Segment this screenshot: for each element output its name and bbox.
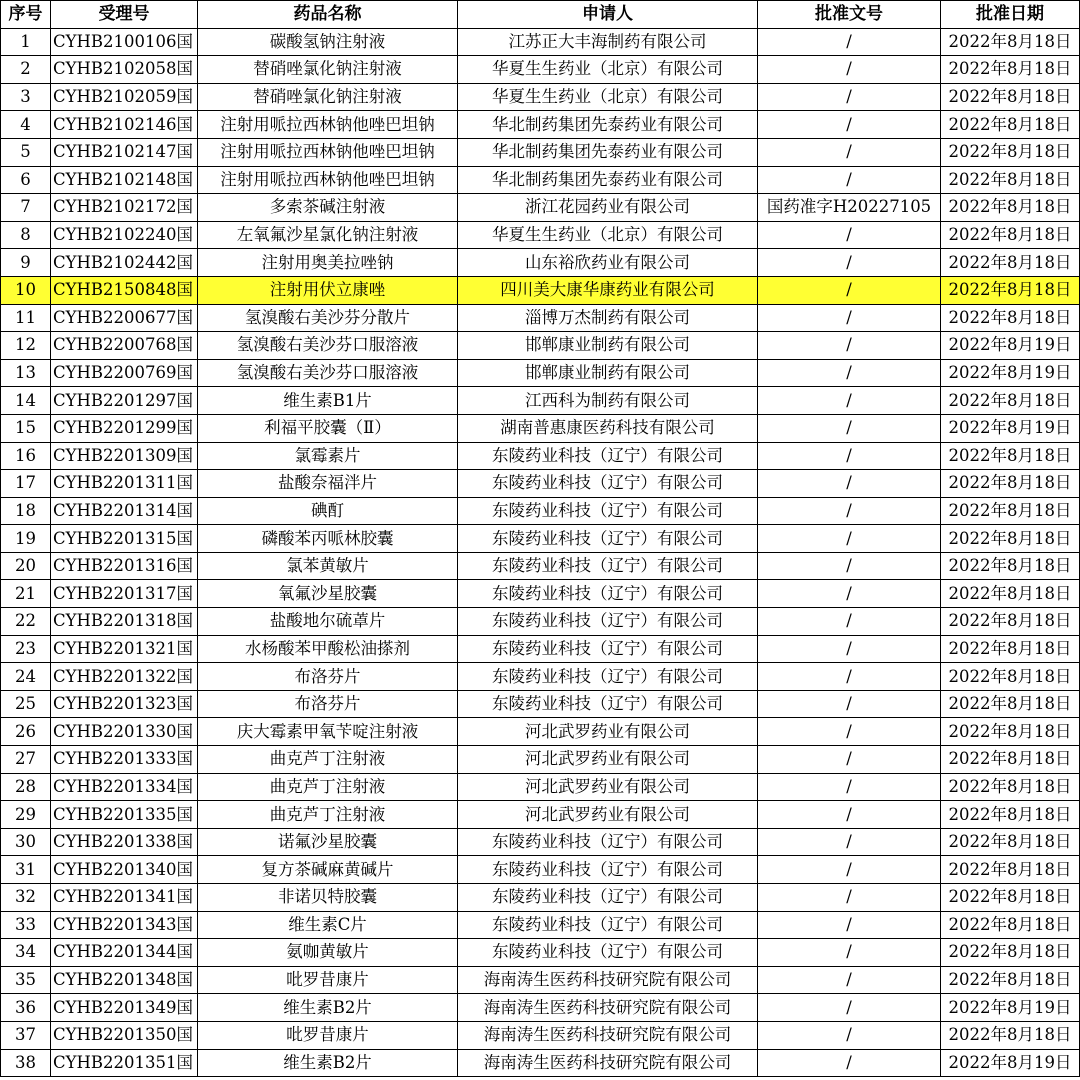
- cell-applicant: 山东裕欣药业有限公司: [458, 249, 758, 277]
- cell-approval-no: 国药准字H20227105: [758, 194, 941, 222]
- cell-drug-name: 曲克芦丁注射液: [198, 773, 458, 801]
- table-row: [1, 966, 1080, 994]
- cell-accept-no: CYHB2201299国: [51, 414, 198, 442]
- table-row: [1, 28, 1080, 56]
- cell-approval-no: /: [758, 746, 941, 774]
- cell-approval-date: 2022年8月19日: [941, 359, 1080, 387]
- cell-accept-no: CYHB2201311国: [51, 470, 198, 498]
- cell-approval-no: /: [758, 939, 941, 967]
- cell-applicant: 河北武罗药业有限公司: [458, 773, 758, 801]
- cell-seq: 9: [1, 249, 51, 277]
- cell-applicant: 东陵药业科技（辽宁）有限公司: [458, 635, 758, 663]
- cell-accept-no: CYHB2102059国: [51, 83, 198, 111]
- cell-seq: 21: [1, 580, 51, 608]
- cell-approval-date: 2022年8月18日: [941, 276, 1080, 304]
- cell-applicant: 湖南普惠康医药科技有限公司: [458, 414, 758, 442]
- header-approval-no: 批准文号: [758, 1, 941, 29]
- cell-applicant: 海南涛生医药科技研究院有限公司: [458, 966, 758, 994]
- cell-approval-no: /: [758, 580, 941, 608]
- cell-drug-name: 氯霉素片: [198, 442, 458, 470]
- cell-approval-date: 2022年8月18日: [941, 470, 1080, 498]
- cell-applicant: 浙江花园药业有限公司: [458, 194, 758, 222]
- cell-seq: 1: [1, 28, 51, 56]
- cell-applicant: 东陵药业科技（辽宁）有限公司: [458, 911, 758, 939]
- cell-applicant: 江西科为制药有限公司: [458, 387, 758, 415]
- cell-seq: 19: [1, 525, 51, 553]
- cell-approval-date: 2022年8月18日: [941, 387, 1080, 415]
- cell-accept-no: CYHB2200769国: [51, 359, 198, 387]
- cell-applicant: 东陵药业科技（辽宁）有限公司: [458, 470, 758, 498]
- table-row: [1, 911, 1080, 939]
- cell-approval-no: /: [758, 994, 941, 1022]
- cell-approval-date: 2022年8月18日: [941, 718, 1080, 746]
- cell-drug-name: 维生素B1片: [198, 387, 458, 415]
- cell-seq: 18: [1, 497, 51, 525]
- cell-accept-no: CYHB2201297国: [51, 387, 198, 415]
- cell-approval-no: /: [758, 359, 941, 387]
- cell-approval-no: /: [758, 276, 941, 304]
- cell-applicant: 江苏正大丰海制药有限公司: [458, 28, 758, 56]
- cell-accept-no: CYHB2201341国: [51, 884, 198, 912]
- cell-applicant: 东陵药业科技（辽宁）有限公司: [458, 939, 758, 967]
- cell-seq: 7: [1, 194, 51, 222]
- table-row: [1, 56, 1080, 84]
- cell-drug-name: 替硝唑氯化钠注射液: [198, 56, 458, 84]
- cell-approval-no: /: [758, 911, 941, 939]
- cell-applicant: 华夏生生药业（北京）有限公司: [458, 83, 758, 111]
- cell-seq: 13: [1, 359, 51, 387]
- cell-approval-date: 2022年8月18日: [941, 166, 1080, 194]
- cell-approval-date: 2022年8月18日: [941, 552, 1080, 580]
- table-row: [1, 249, 1080, 277]
- cell-approval-no: /: [758, 332, 941, 360]
- cell-accept-no: CYHB2102240国: [51, 221, 198, 249]
- table-row: [1, 884, 1080, 912]
- cell-approval-date: 2022年8月18日: [941, 442, 1080, 470]
- cell-seq: 37: [1, 1021, 51, 1049]
- table-row: [1, 442, 1080, 470]
- table-row: [1, 194, 1080, 222]
- cell-approval-date: 2022年8月18日: [941, 773, 1080, 801]
- table-row: [1, 470, 1080, 498]
- cell-drug-name: 注射用哌拉西林钠他唑巴坦钠: [198, 111, 458, 139]
- cell-seq: 30: [1, 828, 51, 856]
- cell-drug-name: 注射用哌拉西林钠他唑巴坦钠: [198, 166, 458, 194]
- cell-approval-no: /: [758, 773, 941, 801]
- cell-accept-no: CYHB2200677国: [51, 304, 198, 332]
- cell-drug-name: 吡罗昔康片: [198, 1021, 458, 1049]
- cell-drug-name: 磷酸苯丙哌林胶囊: [198, 525, 458, 553]
- cell-drug-name: 多索茶碱注射液: [198, 194, 458, 222]
- cell-seq: 20: [1, 552, 51, 580]
- cell-drug-name: 吡罗昔康片: [198, 966, 458, 994]
- header-seq: 序号: [1, 1, 51, 29]
- cell-accept-no: CYHB2100106国: [51, 28, 198, 56]
- cell-drug-name: 注射用奥美拉唑钠: [198, 249, 458, 277]
- cell-accept-no: CYHB2201338国: [51, 828, 198, 856]
- cell-drug-name: 诺氟沙星胶囊: [198, 828, 458, 856]
- cell-seq: 25: [1, 690, 51, 718]
- cell-drug-name: 氧氟沙星胶囊: [198, 580, 458, 608]
- cell-accept-no: CYHB2102058国: [51, 56, 198, 84]
- header-row: [1, 1, 1080, 29]
- table-row: [1, 580, 1080, 608]
- cell-seq: 35: [1, 966, 51, 994]
- cell-approval-date: 2022年8月19日: [941, 414, 1080, 442]
- cell-approval-no: /: [758, 166, 941, 194]
- cell-approval-no: /: [758, 442, 941, 470]
- table-row: [1, 332, 1080, 360]
- table-row-highlighted: [1, 276, 1080, 304]
- cell-accept-no: CYHB2201349国: [51, 994, 198, 1022]
- cell-accept-no: CYHB2102172国: [51, 194, 198, 222]
- cell-accept-no: CYHB2150848国: [51, 276, 198, 304]
- cell-approval-date: 2022年8月18日: [941, 1021, 1080, 1049]
- cell-accept-no: CYHB2201340国: [51, 856, 198, 884]
- cell-applicant: 河北武罗药业有限公司: [458, 801, 758, 829]
- cell-approval-no: /: [758, 221, 941, 249]
- cell-accept-no: CYHB2201318国: [51, 608, 198, 636]
- cell-approval-no: /: [758, 111, 941, 139]
- cell-accept-no: CYHB2102147国: [51, 138, 198, 166]
- cell-approval-date: 2022年8月18日: [941, 497, 1080, 525]
- cell-accept-no: CYHB2102442国: [51, 249, 198, 277]
- cell-drug-name: 维生素B2片: [198, 1049, 458, 1077]
- cell-drug-name: 替硝唑氯化钠注射液: [198, 83, 458, 111]
- cell-drug-name: 曲克芦丁注射液: [198, 801, 458, 829]
- cell-accept-no: CYHB2201334国: [51, 773, 198, 801]
- table-row: [1, 552, 1080, 580]
- cell-drug-name: 曲克芦丁注射液: [198, 746, 458, 774]
- table-row: [1, 801, 1080, 829]
- cell-approval-date: 2022年8月18日: [941, 194, 1080, 222]
- cell-accept-no: CYHB2201344国: [51, 939, 198, 967]
- cell-seq: 16: [1, 442, 51, 470]
- table-row: [1, 663, 1080, 691]
- cell-accept-no: CYHB2201317国: [51, 580, 198, 608]
- cell-approval-date: 2022年8月18日: [941, 249, 1080, 277]
- cell-seq: 29: [1, 801, 51, 829]
- cell-applicant: 邯郸康业制药有限公司: [458, 332, 758, 360]
- cell-approval-no: /: [758, 552, 941, 580]
- cell-approval-date: 2022年8月19日: [941, 1049, 1080, 1077]
- cell-seq: 28: [1, 773, 51, 801]
- table-row: [1, 221, 1080, 249]
- cell-drug-name: 维生素C片: [198, 911, 458, 939]
- cell-drug-name: 利福平胶囊（Ⅱ）: [198, 414, 458, 442]
- cell-applicant: 东陵药业科技（辽宁）有限公司: [458, 884, 758, 912]
- cell-accept-no: CYHB2201350国: [51, 1021, 198, 1049]
- table-row: [1, 939, 1080, 967]
- cell-applicant: 华北制药集团先泰药业有限公司: [458, 138, 758, 166]
- table-row: [1, 525, 1080, 553]
- cell-approval-no: /: [758, 138, 941, 166]
- cell-approval-date: 2022年8月18日: [941, 221, 1080, 249]
- cell-drug-name: 水杨酸苯甲酸松油搽剂: [198, 635, 458, 663]
- cell-accept-no: CYHB2201323国: [51, 690, 198, 718]
- cell-drug-name: 氢溴酸右美沙芬口服溶液: [198, 332, 458, 360]
- table-row: [1, 414, 1080, 442]
- cell-drug-name: 碘酊: [198, 497, 458, 525]
- cell-seq: 27: [1, 746, 51, 774]
- cell-seq: 15: [1, 414, 51, 442]
- cell-approval-date: 2022年8月18日: [941, 635, 1080, 663]
- table-row: [1, 111, 1080, 139]
- cell-seq: 23: [1, 635, 51, 663]
- cell-drug-name: 左氧氟沙星氯化钠注射液: [198, 221, 458, 249]
- cell-applicant: 海南涛生医药科技研究院有限公司: [458, 994, 758, 1022]
- cell-accept-no: CYHB2201322国: [51, 663, 198, 691]
- cell-drug-name: 复方茶碱麻黄碱片: [198, 856, 458, 884]
- cell-seq: 36: [1, 994, 51, 1022]
- cell-applicant: 淄博万杰制药有限公司: [458, 304, 758, 332]
- cell-accept-no: CYHB2201333国: [51, 746, 198, 774]
- cell-drug-name: 维生素B2片: [198, 994, 458, 1022]
- cell-applicant: 东陵药业科技（辽宁）有限公司: [458, 690, 758, 718]
- cell-approval-date: 2022年8月18日: [941, 690, 1080, 718]
- header-applicant: 申请人: [458, 1, 758, 29]
- cell-drug-name: 盐酸奈福泮片: [198, 470, 458, 498]
- cell-applicant: 海南涛生医药科技研究院有限公司: [458, 1049, 758, 1077]
- cell-approval-no: /: [758, 304, 941, 332]
- cell-approval-date: 2022年8月19日: [941, 332, 1080, 360]
- cell-approval-no: /: [758, 856, 941, 884]
- cell-approval-date: 2022年8月18日: [941, 580, 1080, 608]
- cell-approval-no: /: [758, 608, 941, 636]
- cell-accept-no: CYHB2201351国: [51, 1049, 198, 1077]
- cell-applicant: 华北制药集团先泰药业有限公司: [458, 166, 758, 194]
- cell-approval-no: /: [758, 966, 941, 994]
- cell-accept-no: CYHB2102146国: [51, 111, 198, 139]
- cell-seq: 26: [1, 718, 51, 746]
- header-drug-name: 药品名称: [198, 1, 458, 29]
- cell-applicant: 华北制药集团先泰药业有限公司: [458, 111, 758, 139]
- header-approval-date: 批准日期: [941, 1, 1080, 29]
- cell-approval-date: 2022年8月18日: [941, 525, 1080, 553]
- cell-drug-name: 氨咖黄敏片: [198, 939, 458, 967]
- cell-seq: 10: [1, 276, 51, 304]
- cell-applicant: 邯郸康业制药有限公司: [458, 359, 758, 387]
- cell-approval-date: 2022年8月19日: [941, 994, 1080, 1022]
- cell-applicant: 华夏生生药业（北京）有限公司: [458, 56, 758, 84]
- cell-approval-date: 2022年8月18日: [941, 746, 1080, 774]
- cell-approval-no: /: [758, 83, 941, 111]
- cell-applicant: 东陵药业科技（辽宁）有限公司: [458, 663, 758, 691]
- cell-approval-no: /: [758, 690, 941, 718]
- cell-accept-no: CYHB2201335国: [51, 801, 198, 829]
- table-row: [1, 1049, 1080, 1077]
- table-row: [1, 359, 1080, 387]
- cell-drug-name: 非诺贝特胶囊: [198, 884, 458, 912]
- cell-applicant: 海南涛生医药科技研究院有限公司: [458, 1021, 758, 1049]
- cell-applicant: 东陵药业科技（辽宁）有限公司: [458, 552, 758, 580]
- cell-drug-name: 注射用哌拉西林钠他唑巴坦钠: [198, 138, 458, 166]
- cell-seq: 24: [1, 663, 51, 691]
- cell-approval-no: /: [758, 801, 941, 829]
- cell-approval-no: /: [758, 663, 941, 691]
- table-row: [1, 304, 1080, 332]
- table-row: [1, 718, 1080, 746]
- cell-approval-no: /: [758, 387, 941, 415]
- table-row: [1, 1021, 1080, 1049]
- cell-seq: 22: [1, 608, 51, 636]
- cell-drug-name: 注射用伏立康唑: [198, 276, 458, 304]
- table-row: [1, 608, 1080, 636]
- table-row: [1, 166, 1080, 194]
- table-row: [1, 387, 1080, 415]
- cell-approval-no: /: [758, 525, 941, 553]
- cell-applicant: 东陵药业科技（辽宁）有限公司: [458, 442, 758, 470]
- cell-drug-name: 氯苯黄敏片: [198, 552, 458, 580]
- cell-approval-date: 2022年8月18日: [941, 939, 1080, 967]
- cell-approval-no: /: [758, 470, 941, 498]
- cell-applicant: 华夏生生药业（北京）有限公司: [458, 221, 758, 249]
- cell-seq: 14: [1, 387, 51, 415]
- cell-seq: 17: [1, 470, 51, 498]
- table-row: [1, 828, 1080, 856]
- cell-applicant: 东陵药业科技（辽宁）有限公司: [458, 828, 758, 856]
- table-row: [1, 138, 1080, 166]
- table-row: [1, 690, 1080, 718]
- cell-seq: 34: [1, 939, 51, 967]
- cell-approval-no: /: [758, 28, 941, 56]
- cell-drug-name: 氢溴酸右美沙芬分散片: [198, 304, 458, 332]
- cell-approval-date: 2022年8月18日: [941, 304, 1080, 332]
- cell-approval-no: /: [758, 249, 941, 277]
- cell-approval-date: 2022年8月18日: [941, 56, 1080, 84]
- cell-approval-date: 2022年8月18日: [941, 911, 1080, 939]
- cell-seq: 6: [1, 166, 51, 194]
- cell-seq: 5: [1, 138, 51, 166]
- cell-approval-date: 2022年8月18日: [941, 801, 1080, 829]
- cell-applicant: 东陵药业科技（辽宁）有限公司: [458, 608, 758, 636]
- cell-seq: 31: [1, 856, 51, 884]
- cell-approval-no: /: [758, 718, 941, 746]
- cell-accept-no: CYHB2201309国: [51, 442, 198, 470]
- cell-seq: 4: [1, 111, 51, 139]
- cell-approval-date: 2022年8月18日: [941, 884, 1080, 912]
- cell-seq: 38: [1, 1049, 51, 1077]
- header-accept-no: 受理号: [51, 1, 198, 29]
- cell-accept-no: CYHB2201316国: [51, 552, 198, 580]
- cell-approval-date: 2022年8月18日: [941, 663, 1080, 691]
- table-row: [1, 773, 1080, 801]
- cell-applicant: 四川美大康华康药业有限公司: [458, 276, 758, 304]
- cell-seq: 8: [1, 221, 51, 249]
- cell-accept-no: CYHB2200768国: [51, 332, 198, 360]
- cell-approval-no: /: [758, 414, 941, 442]
- cell-approval-no: /: [758, 56, 941, 84]
- cell-approval-date: 2022年8月18日: [941, 966, 1080, 994]
- cell-approval-no: /: [758, 1021, 941, 1049]
- cell-drug-name: 碳酸氢钠注射液: [198, 28, 458, 56]
- cell-drug-name: 庆大霉素甲氧苄啶注射液: [198, 718, 458, 746]
- cell-seq: 3: [1, 83, 51, 111]
- cell-approval-date: 2022年8月18日: [941, 111, 1080, 139]
- table-row: [1, 497, 1080, 525]
- cell-approval-no: /: [758, 497, 941, 525]
- cell-approval-date: 2022年8月18日: [941, 608, 1080, 636]
- table-row: [1, 746, 1080, 774]
- table-row: [1, 994, 1080, 1022]
- cell-seq: 2: [1, 56, 51, 84]
- cell-approval-date: 2022年8月18日: [941, 138, 1080, 166]
- cell-approval-no: /: [758, 828, 941, 856]
- cell-approval-no: /: [758, 1049, 941, 1077]
- cell-applicant: 东陵药业科技（辽宁）有限公司: [458, 497, 758, 525]
- cell-accept-no: CYHB2201330国: [51, 718, 198, 746]
- cell-approval-no: /: [758, 635, 941, 663]
- cell-applicant: 河北武罗药业有限公司: [458, 746, 758, 774]
- cell-drug-name: 布洛芬片: [198, 663, 458, 691]
- cell-accept-no: CYHB2201314国: [51, 497, 198, 525]
- cell-drug-name: 盐酸地尔硫䓬片: [198, 608, 458, 636]
- cell-applicant: 河北武罗药业有限公司: [458, 718, 758, 746]
- cell-accept-no: CYHB2201321国: [51, 635, 198, 663]
- cell-accept-no: CYHB2201315国: [51, 525, 198, 553]
- cell-approval-date: 2022年8月18日: [941, 28, 1080, 56]
- cell-applicant: 东陵药业科技（辽宁）有限公司: [458, 525, 758, 553]
- cell-seq: 12: [1, 332, 51, 360]
- cell-seq: 32: [1, 884, 51, 912]
- cell-seq: 33: [1, 911, 51, 939]
- cell-approval-no: /: [758, 884, 941, 912]
- cell-seq: 11: [1, 304, 51, 332]
- cell-drug-name: 氢溴酸右美沙芬口服溶液: [198, 359, 458, 387]
- cell-approval-date: 2022年8月18日: [941, 828, 1080, 856]
- cell-accept-no: CYHB2102148国: [51, 166, 198, 194]
- cell-applicant: 东陵药业科技（辽宁）有限公司: [458, 580, 758, 608]
- cell-applicant: 东陵药业科技（辽宁）有限公司: [458, 856, 758, 884]
- cell-drug-name: 布洛芬片: [198, 690, 458, 718]
- cell-approval-date: 2022年8月18日: [941, 83, 1080, 111]
- table-row: [1, 635, 1080, 663]
- table-row: [1, 856, 1080, 884]
- cell-approval-date: 2022年8月18日: [941, 856, 1080, 884]
- cell-accept-no: CYHB2201343国: [51, 911, 198, 939]
- cell-accept-no: CYHB2201348国: [51, 966, 198, 994]
- table-row: [1, 83, 1080, 111]
